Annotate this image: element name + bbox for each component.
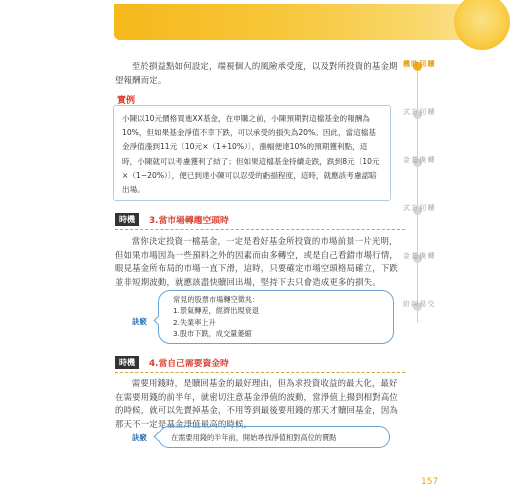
side-nav-label: 贖回方式 [402, 108, 435, 115]
section-4-body: 需要用錢時，是贖回基金的最好理由，但為求投資收益的最大化，最好在需要用錢的前半年，就密切注意基金淨值的波動，當淨值上揚到相對高位的時候，就可以先賣掉基金，不用等到最後要用錢的那天才贖回基金，因為那天不一定是基金淨值最高的時候。 [115, 378, 398, 429]
section-4-tag: 時機 [115, 356, 139, 369]
section-4-tip-label: 訣竅 [132, 433, 147, 442]
section-4-title: 4.當自己需要資金時 [149, 359, 229, 369]
header-banner [114, 4, 494, 40]
tip-line: 2.失業率上升 [173, 317, 216, 327]
side-nav-label: 交易糾紛 [402, 300, 435, 307]
side-nav-label: 贖回方式 [402, 204, 435, 211]
section-3-tag: 時機 [115, 213, 139, 226]
page-number: 157 [421, 477, 439, 487]
section-3-body: 當你決定投資一檔基金，一定是看好基金所投資的市場前景一片光明，但如果市場因為一些預料之外的因素而由多轉空，或是自己看錯市場行情，眼見基金所布局的市場一直下滑，這時，只要確定市場空頭格局確立，下跌並非短期波動，就應該盡快贖回出場，堅持下去只會造成更多的損失。 [115, 236, 398, 287]
side-navigation [402, 60, 442, 330]
section-3-tip-box [158, 290, 394, 344]
intro-paragraph: 至於損益點如何設定，端視個人的風險承受度，以及對所投資的基金期望報酬而定。 [115, 61, 398, 85]
section-3-title: 3.當市場轉趨空頭時 [149, 216, 229, 226]
section-4-header [115, 356, 405, 373]
section-4-tip-text: 在需要用錢的半年前，開始尋找淨值相對高位的賣點 [171, 433, 337, 442]
example-label: 實例 [117, 96, 136, 106]
example-box [113, 105, 391, 201]
header-circle-decoration [454, 0, 510, 50]
side-nav-line [417, 68, 418, 323]
side-nav-label: 轉換基金 [402, 252, 435, 259]
section-3-tip-label: 訣竅 [132, 317, 147, 326]
section-4-tip-box [158, 426, 390, 448]
example-text: 小陳以10元價格買進XX基金，在申購之前，小陳預期對這檔基金的報酬為10%，但如果基金淨值不幸下跌，可以承受的損失為20%。因此，當這檔基金淨值漲到11元〔10元×（1+10%）〕，漲幅便達10%的預期獲利點，這時，小陳就可以考慮獲利了結了；但如果這檔基金持續走跌，跌到8元〔10元×（1−20%）〕，便已到達小陳可以忍受的虧損程度，這時，就應該考慮認賠出場。 [122, 114, 380, 195]
tip-line: 1.景氣轉差，經濟出現衰退 [173, 306, 259, 316]
tip-line: 3.股市下跌，成交量萎縮 [173, 329, 252, 339]
tip-line: 常見的股票市場轉空徵兆： [173, 295, 260, 304]
side-nav-label: 贖回時機 [402, 60, 435, 67]
side-nav-label: 轉換基金 [402, 156, 435, 163]
section-3-header [115, 213, 405, 230]
